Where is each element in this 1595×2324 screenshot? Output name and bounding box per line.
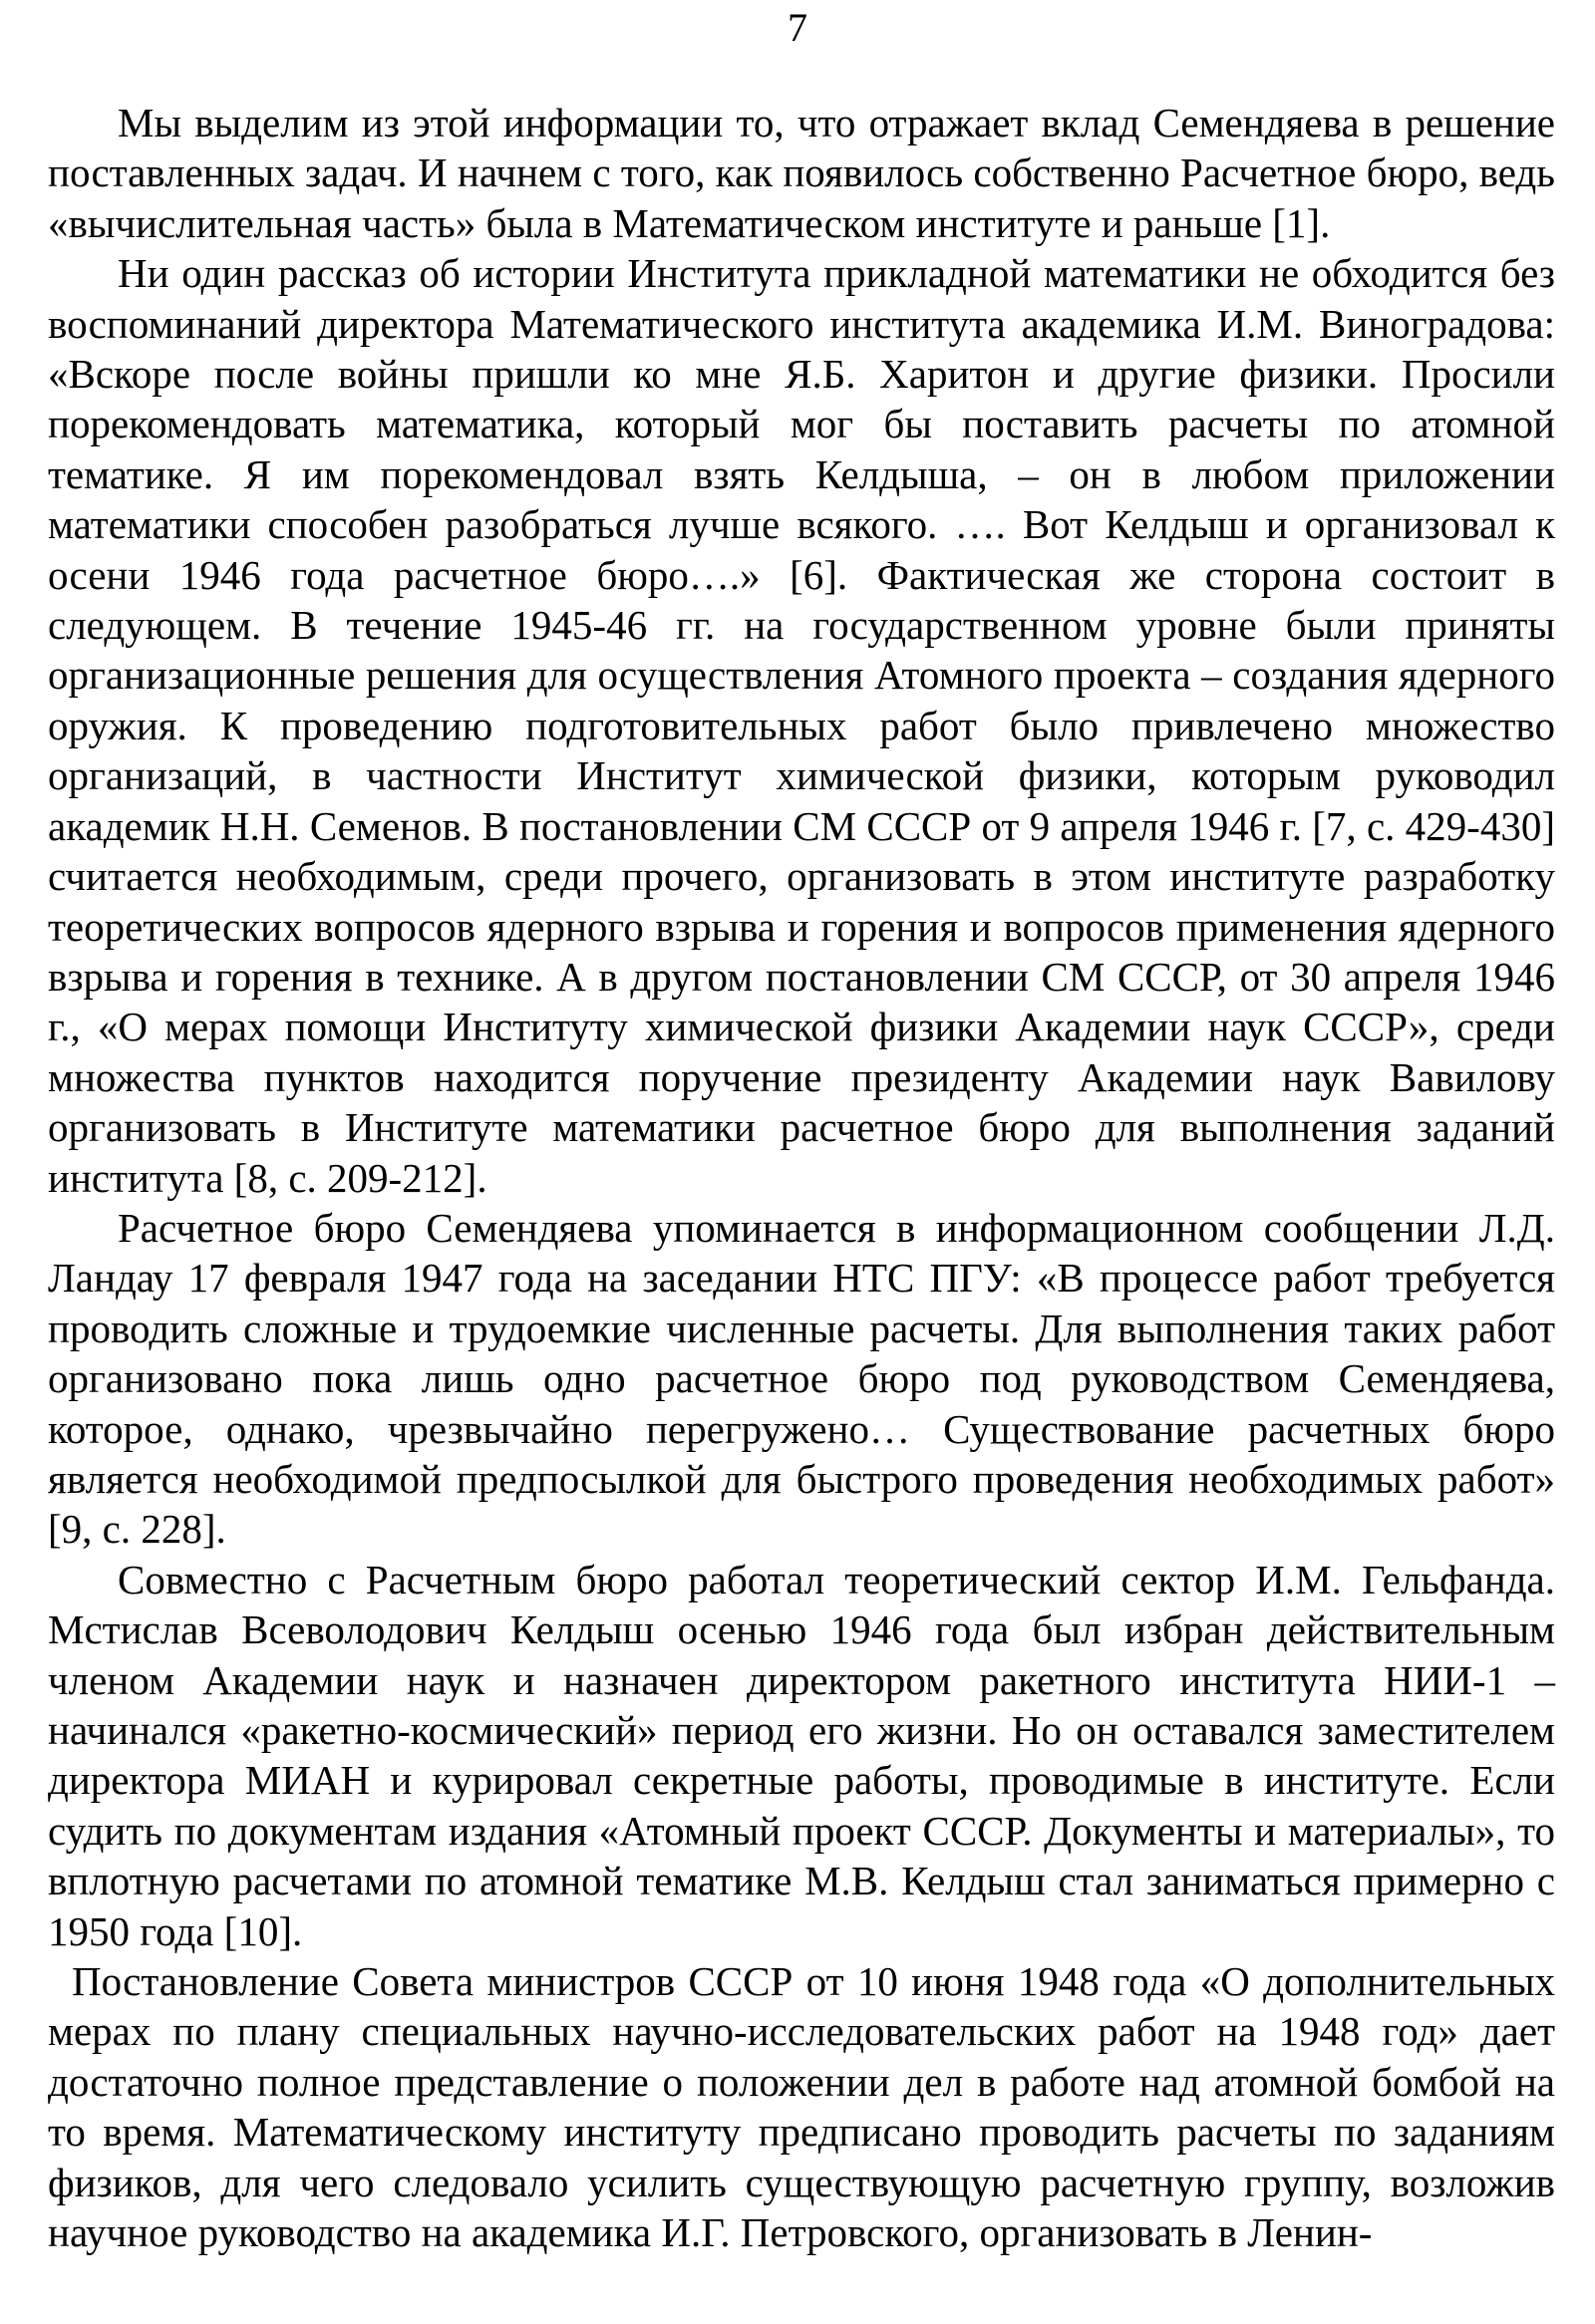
paragraph-4: Совместно с Расчетным бюро работал теоретический сектор И.М. Гельфанда. Мстислав Всеволодович Келдыш осенью 1946 года был избран действительным членом Академии наук и назначен директором ракетного института НИИ-1 – начинался «ракетно-космический» период его жизни. Но он оставался заместителем директора МИАН и курировал секретные работы, проводимые в институте. Если судить по документам издания «Атомный проект СССР. Документы и материалы», то вплотную расчетами по атомной тематике М.В. Келдыш стал заниматься примерно с 1950 года [10]. bbox=[48, 1556, 1555, 1954]
text-body bbox=[48, 98, 1555, 2257]
paragraph-3: Расчетное бюро Семендяева упоминается в информационном сообщении Л.Д. Ландау 17 февраля 1947 года на заседании НТС ПГУ: «В процессе работ требуется проводить сложные и трудоемкие численные расчеты. Для выполнения таких работ организовано пока лишь одно расчетное бюро под руководством Семендяева, которое, однако, чрезвычайно перегружено… Существование расчетных бюро является необходимой предпосылкой для быстрого проведения необходимых работ» [9, с. 228]. bbox=[48, 1204, 1555, 1553]
page-number: 7 bbox=[788, 5, 807, 50]
paragraph-1: Мы выделим из этой информации то, что отражает вклад Семендяева в решение поставленных задач. И начнем с того, как появилось собственно Расчетное бюро, ведь «вычислительная часть» была в Математическом институте и раньше [1]. bbox=[48, 100, 1555, 246]
paragraph-5: Постановление Совета министров СССР от 10 июня 1948 года «О дополнительных мерах по плану специальных научно-исследовательских работ на 1948 год» дает достаточно полное представление о положении дел в работе над атомной бомбой на то время. Математическому институту предписано проводить расчеты по заданиям физиков, для чего следовало усилить существующую расчетную группу, возложив научное руководство на академика И.Г. Петровского, организовать в Ленин- bbox=[48, 1958, 1555, 2256]
paragraph-2: Ни один рассказ об истории Института прикладной математики не обходится без воспоминаний директора Математического института академика И.М. Виноградова: «Вскоре после войны пришли ко мне Я.Б. Харитон и другие физики. Просили порекомендовать математика, который мог бы поставить расчеты по атомной тематике. Я им порекомендовал взять Келдыша, – он в любом приложении математики способен разобраться лучше всякого. …. Вот Келдыш и организовал к осени 1946 года расчетное бюро….» [6]. Фактическая же сторона состоит в следующем. В течение 1945-46 гг. на государственном уровне были приняты организационные решения для осуществления Атомного проекта – создания ядерного оружия. К проведению подготовительных работ было привлечено множество организаций, в частности Институт химической физики, которым руководил академик Н.Н. Семенов. В постановлении СМ СССР от 9 апреля 1946 г. [7, с. 429-430] считается необходимым, среди прочего, организовать в этом институте разработку теоретических вопросов ядерного взрыва и горения и вопросов применения ядерного взрыва и горения в технике. А в другом постановлении СМ СССР, от 30 апреля 1946 г., «О мерах помощи Институту химической физики Академии наук СССР», среди множества пунктов находится поручение президенту Академии наук Вавилову организовать в Институте математики расчетное бюро для выполнения заданий института [8, с. 209-212]. bbox=[48, 250, 1555, 1201]
